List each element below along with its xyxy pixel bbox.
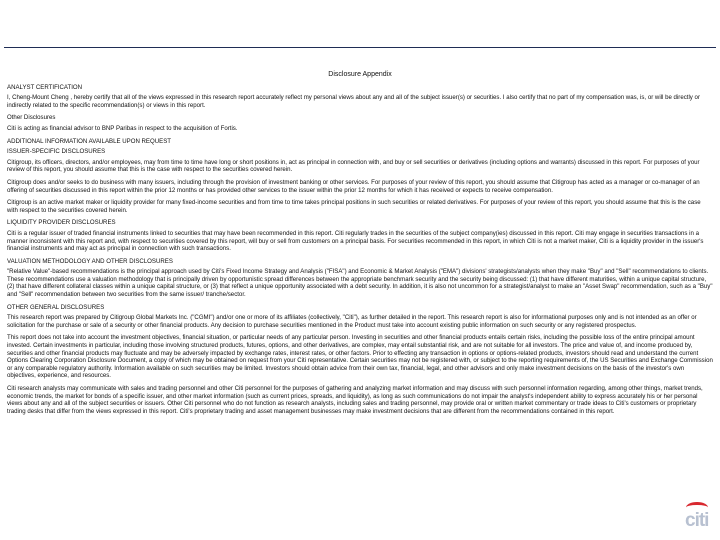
header-band <box>0 0 720 48</box>
section-heading-liquidity-provider: LIQUIDITY PROVIDER DISCLOSURES <box>7 219 116 227</box>
disclosure-content <box>7 71 713 420</box>
paragraph-general-communications: Citi research analysts may communicate with sales and trading personnel and other Citi personnel for the purposes of gathering and analyzing market information and may discuss with such personnel information regarding, among other things, market trends, economic trends, the market for bonds of a specific issuer, and other market information (such as current prices, spreads, and liquidity), as long as such communications do not impair the analyst's independent ability to express accurately his or her personal views about any and all of the subject securities or issuers. Other Citi personnel who do not function as research analysts, including sales and trading personnel, may provide oral or written market commentary or trade ideas to Citi's customers or proprietary trading desks that differ from the views expressed in this report. Citi's proprietary trading and asset management businesses may make investment decisions that are different from the recommendations contained in this report. <box>7 385 703 415</box>
citi-logo-text: citi <box>685 510 709 531</box>
section-heading-general: OTHER GENERAL DISCLOSURES <box>7 303 105 311</box>
section-heading-issuer-specific: ISSUER-SPECIFIC DISCLOSURES <box>7 148 106 156</box>
header-divider <box>4 47 716 48</box>
section-heading-additional-info: ADDITIONAL INFORMATION AVAILABLE UPON REQUEST <box>7 137 171 145</box>
paragraph-issuer-positions: Citigroup, its officers, directors, and/or employees, may from time to time have long or short positions in, act as principal in connection with, and buy or sell securities or derivatives (including options and warrants) discussed in this report. For purposes of your review of this report, you should assume that this is the case with respect to the securities covered herein. <box>7 158 700 174</box>
section-heading-valuation: VALUATION METHODOLOGY AND OTHER DISCLOSURES <box>7 257 173 265</box>
paragraph-issuer-business: Citigroup does and/or seeks to do business with many issuers, including through the provision of investment banking or other services. For purposes of your review of this report, you should assume that Citigroup has acted as a manager or co-manager of an offering of securities discussed in this report within the prior 12 months or has provided other services to the issuer within the prior 12 months for which it has received or expects to receive compensation. <box>7 178 700 194</box>
paragraph-valuation: "Relative Value"-based recommendations is the principal approach used by Citi's Fixed Income Strategy and Analysis ("FISA") and Economic & Market Analysis ("EMA") divisions' strategists/analysts when they make "Buy" and "Sell" recommendations to clients. These recommendations use a valuation methodology that is principally driven by opportunistic spread differences between the appropriate benchmark security and the security being discussed: (1) that have different maturities, within a unique capital structure, (2) that have different collateral classes within a unique capital structure, or (3) that reflect a unique opportunity associated with a debt security. In addition, it is also not uncommon for a strategist/analyst to make an "Asset Swap" recommendation, such as a "Buy" and "Sell" recommendation between two securities from the same issuer/ tranche/sector. <box>7 268 713 299</box>
citi-logo <box>679 502 713 532</box>
paragraph-liquidity-provider: Citi is a regular issuer of traded financial instruments linked to securities that may have been recommended in this report. Citi regularly trades in the securities of the subject company(ies) discussed in this report. Citi may engage in securities transactions in a manner inconsistent with this report and, with respect to securities covered by this report, will buy or sell from customers on a principal basis. For securities recommended in this report, in which Citi is not a market maker, Citi is a liquidity provider in the issuer's financial instruments and may act as principal in connection with such transactions. <box>7 229 704 253</box>
paragraph-other-disclosures: Citi is acting as financial advisor to BNP Paribas in respect to the acquisition of Fortis. <box>7 124 238 132</box>
paragraph-general-preparation: This research report was prepared by Citigroup Global Markets Inc. ("CGMI") and/or one or more of its affiliates (collectively, "Citi"), as further detailed in the report. This research report is also for informational purposes only and is not intended as an offer or solicitation for the purchase or sale of a security or other financial products. Any decision to purchase securities mentioned in the Product must take into account existing public information on such security or any registered prospectus. <box>7 314 697 329</box>
paragraph-general-risks: This report does not take into account the investment objectives, financial situation, or particular needs of any particular person. Investing in securities and other financial products entails certain risks, including the possible loss of the entire principal amount invested. Certain investments in particular, including those involving structured products, futures, options, and other derivatives, are complex, may entail substantial risk, and are not suitable for all investors. The price and value of, and income produced by, securities and other financial products may fluctuate and may be adversely impacted by exchange rates, interest rates, or other factors. Prior to effecting any transaction in options or options-related products, investors should read and understand the current Options Clearing Corporation Disclosure Document, a copy of which may be obtained on request from your Citi representative. Certain securities may not be registered with, or subject to the reporting requirements of, the US Securities and Exchange Commission or any comparable regulatory authority. Information available on such securities may be limited. Investors should obtain advice from their own tax, financial, legal, and other advisors and only make investment decisions on the basis of the investor's own objectives, experience, and resources. <box>7 334 713 380</box>
page-title: Disclosure Appendix <box>328 71 392 78</box>
paragraph-market-maker: Citigroup is an active market maker or liquidity provider for many fixed-income securities and from time to time takes principal positions in such securities or related derivatives. For purposes of your review of this report, you should assume that this is the case with respect to the securities covered herein. <box>7 199 701 214</box>
section-heading-analyst-certification: ANALYST CERTIFICATION <box>7 83 83 91</box>
section-heading-other-disclosures: Other Disclosures <box>7 114 56 122</box>
paragraph-analyst-certification: I, Cheng-Mount Cheng , hereby certify that all of the views expressed in this research report accurately reflect my personal views about any and all of the subject issuer(s) or securities. I also certify that no part of my compensation was, is, or will be directly or indirectly related to the specific recommendation(s) or views in this report. <box>7 94 700 109</box>
